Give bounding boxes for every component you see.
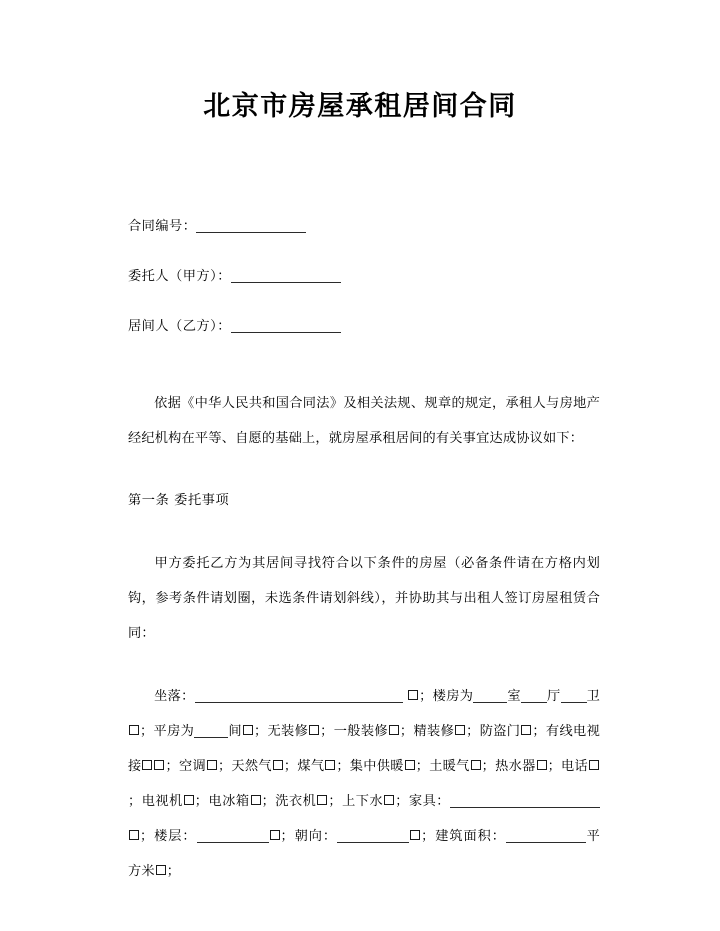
utility-option-checkbox-0[interactable] [207, 760, 217, 770]
location-checkbox[interactable] [408, 690, 418, 700]
sep: ； [261, 794, 275, 809]
location-label: 坐落： [154, 689, 195, 704]
building-label: 楼房为 [432, 689, 474, 704]
principal-party-a-label: 委托人（甲方）： [128, 269, 231, 284]
bath-unit: 卫 [586, 689, 601, 704]
furniture-label: 家具： [408, 794, 450, 809]
spacer [128, 344, 600, 386]
utility-option-checkbox-1[interactable] [273, 760, 283, 770]
utility-option-label-5: 热水器 [495, 759, 536, 774]
location-input[interactable] [195, 689, 403, 703]
spacer [128, 518, 600, 546]
principal-party-a-input[interactable] [231, 268, 341, 283]
appliance-option-checkbox-1[interactable] [251, 795, 261, 805]
spacer [128, 294, 600, 310]
furniture-checkbox[interactable] [129, 830, 139, 840]
appliance-option-checkbox-2[interactable] [317, 795, 327, 805]
sep: ； [395, 794, 409, 809]
utility-option-label-2: 煤气 [297, 759, 325, 774]
sep: ； [194, 794, 209, 809]
bungalow-label: 平房为 [153, 724, 195, 739]
sep: ； [253, 724, 268, 739]
decoration-option-label-2: 精装修 [413, 724, 455, 739]
sep: ； [336, 759, 350, 774]
contract-number-label: 合同编号： [128, 219, 197, 234]
hall-unit: 厅 [546, 689, 561, 704]
utility-option-checkbox-6[interactable] [589, 760, 599, 770]
sep: ； [140, 829, 154, 844]
utility-option-label-4: 土暖气 [429, 759, 470, 774]
sep: ； [419, 689, 433, 704]
sep: ； [140, 724, 154, 739]
section-one-text: 甲方委托乙方为其居间寻找符合以下条件的房屋（必备条件请在方格内划钩，参考条件请划圈，未选条件请划斜线），并协助其与出租人签订房屋租赁合同： [128, 556, 600, 641]
decoration-option-label-0: 无装修 [267, 724, 309, 739]
room-count-input[interactable] [473, 689, 507, 703]
cable-tv-checkbox-2[interactable] [154, 760, 164, 770]
sep: ； [165, 759, 179, 774]
spacer [128, 651, 600, 679]
decoration-option-label-3: 防盗门 [479, 724, 521, 739]
sep: ； [128, 794, 142, 809]
bungalow-count-input[interactable] [194, 724, 228, 738]
building-checkbox[interactable] [129, 725, 139, 735]
appliance-option-label-1: 电冰箱 [208, 794, 250, 809]
decoration-option-checkbox-2[interactable] [455, 725, 465, 735]
sep: ； [217, 759, 232, 774]
broker-party-b-label: 居间人（乙方）： [128, 319, 231, 334]
sep: ； [532, 724, 546, 739]
sep: ； [328, 794, 342, 809]
bungalow-unit: 间 [228, 724, 242, 739]
sep: ； [280, 829, 294, 844]
appliance-option-label-3: 上下水 [341, 794, 384, 809]
cable-tv-label: 有线电视接 [128, 724, 600, 774]
preamble-paragraph [128, 386, 600, 456]
room-unit: 室 [507, 689, 521, 704]
decoration-option-label-1: 一般装修 [333, 724, 388, 739]
sep: ； [415, 759, 430, 774]
broker-party-b-input[interactable] [231, 318, 341, 333]
utility-option-checkbox-3[interactable] [405, 760, 415, 770]
property-spec-block [128, 679, 600, 889]
utility-option-label-1: 天然气 [231, 759, 272, 774]
floor-input[interactable] [197, 829, 269, 843]
utility-option-label-6: 电话 [560, 759, 589, 774]
floor-checkbox[interactable] [270, 830, 280, 840]
field-contract-number [128, 210, 600, 244]
appliance-options [141, 794, 408, 809]
area-checkbox[interactable] [156, 865, 166, 875]
decoration-options [267, 724, 545, 739]
sep: ； [166, 864, 181, 879]
sep: ； [466, 724, 480, 739]
decoration-option-checkbox-3[interactable] [521, 725, 531, 735]
cable-tv-checkbox-1[interactable] [142, 760, 152, 770]
appliance-option-checkbox-0[interactable] [184, 795, 194, 805]
orientation-label: 朝向： [293, 829, 338, 844]
decoration-option-checkbox-0[interactable] [309, 725, 319, 735]
spacer [128, 456, 600, 484]
sep: ； [399, 724, 414, 739]
utility-option-checkbox-5[interactable] [537, 760, 547, 770]
area-label: 建筑面积： [434, 829, 506, 844]
sep: ； [320, 724, 334, 739]
appliance-option-label-2: 洗衣机 [274, 794, 317, 809]
area-input[interactable] [506, 829, 586, 843]
spacer [128, 244, 600, 260]
field-principal-party-a [128, 260, 600, 294]
section-one-heading: 第一条 委托事项 [128, 493, 230, 508]
sep: ； [481, 759, 496, 774]
utility-option-label-3: 集中供暖 [349, 759, 404, 774]
preamble-text: 依据《中华人民共和国合同法》及相关法规、规章的规定，承租人与房地产经纪机构在平等、自愿的基础上，就房屋承租居间的有关事宜达成协议如下： [128, 396, 600, 446]
utility-option-checkbox-2[interactable] [325, 760, 335, 770]
utility-option-label-0: 空调 [178, 759, 206, 774]
sep: ； [283, 759, 298, 774]
furniture-input[interactable] [450, 794, 600, 808]
sep: ； [547, 759, 561, 774]
section-one-paragraph [128, 546, 600, 651]
bungalow-checkbox[interactable] [243, 725, 253, 735]
hall-count-input[interactable] [521, 689, 547, 703]
orientation-input[interactable] [337, 829, 409, 843]
appliance-option-checkbox-3[interactable] [384, 795, 394, 805]
appliance-option-label-0: 电视机 [141, 794, 183, 809]
bath-count-input[interactable] [561, 689, 587, 703]
decoration-option-checkbox-1[interactable] [389, 725, 399, 735]
document-body [128, 210, 600, 889]
orientation-checkbox[interactable] [410, 830, 420, 840]
floor-label: 楼层： [153, 829, 197, 844]
field-broker-party-b [128, 310, 600, 344]
sep: ； [421, 829, 435, 844]
area-unit: 平方米 [128, 829, 600, 879]
page-title: 北京市房屋承租居间合同 [203, 91, 517, 123]
contract-number-input[interactable] [196, 218, 306, 233]
utility-option-checkbox-4[interactable] [471, 760, 481, 770]
